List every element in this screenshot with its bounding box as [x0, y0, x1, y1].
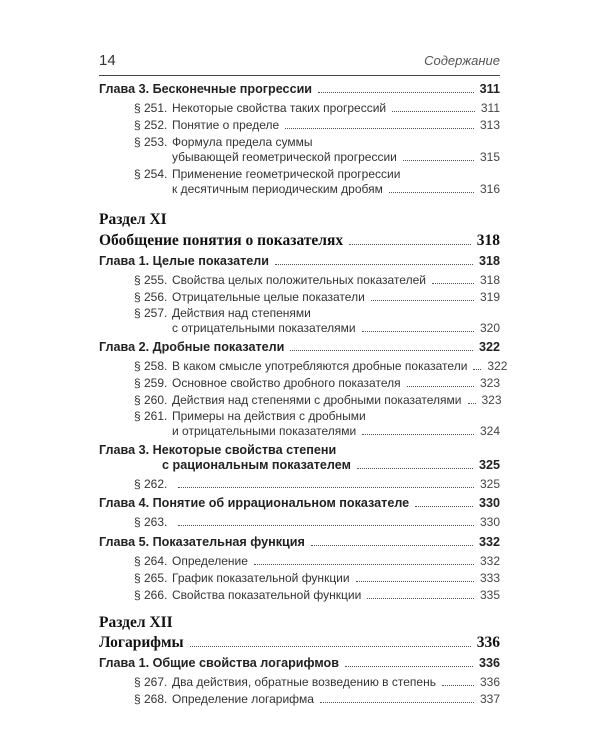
leader-dots: [362, 331, 474, 332]
paragraph-number: § 261.: [134, 409, 168, 423]
toc-chapter[interactable]: [162, 458, 500, 472]
leader-dots: [254, 564, 474, 565]
page-ref: 318: [479, 273, 500, 287]
page-ref: 330: [478, 496, 500, 510]
toc-section[interactable]: [99, 232, 500, 250]
paragraph-title: Действия над степенями: [172, 306, 311, 320]
toc-paragraph[interactable]: [134, 101, 500, 115]
leader-dots: [415, 506, 473, 507]
page-ref: 336: [478, 656, 500, 670]
paragraph-title: Применение геометрической прогрессии: [172, 167, 401, 181]
page-ref: 316: [479, 182, 500, 196]
page-ref: 330: [479, 515, 500, 529]
paragraph-number: § 255.: [134, 273, 168, 287]
page-ref: 333: [479, 571, 500, 585]
toc-paragraph[interactable]: [134, 571, 500, 585]
page-ref: 322: [478, 340, 500, 354]
paragraph-title: Определение логарифма: [172, 692, 314, 706]
leader-dots: [473, 369, 481, 370]
paragraph-number: § 266.: [134, 588, 168, 602]
chapter-title: Глава 1. Общие свойства логарифмов: [99, 656, 339, 670]
paragraph-number: § 257.: [134, 306, 168, 320]
leader-dots: [190, 646, 471, 647]
paragraph-title: Понятие о пределе: [172, 118, 280, 132]
paragraph-title: Два действия, обратные возведению в степень: [172, 675, 436, 689]
page-ref: 311: [480, 101, 500, 115]
paragraph-title: Основное свойство дробного показателя: [172, 376, 401, 390]
chapter-title: Глава 3. Бесконечные прогрессии: [99, 82, 313, 96]
leader-dots: [442, 685, 474, 686]
leader-dots: [349, 244, 471, 245]
leader-dots: [356, 581, 474, 582]
leader-dots: [275, 264, 473, 265]
toc-chapter[interactable]: [99, 535, 500, 549]
paragraph-number: § 267.: [134, 675, 168, 689]
page-ref: 336: [479, 675, 500, 689]
toc-paragraph[interactable]: [134, 359, 508, 373]
leader-dots: [318, 92, 474, 93]
toc-paragraph[interactable]: [172, 150, 500, 164]
leader-dots: [403, 160, 474, 161]
chapter-title: Глава 2. Дробные показатели: [99, 340, 285, 354]
header-rule: [99, 75, 500, 76]
paragraph-title: Примеры на действия с дробными: [172, 409, 366, 423]
leader-dots: [468, 403, 476, 404]
page-ref: 318: [476, 232, 500, 249]
toc-paragraph[interactable]: [134, 588, 500, 602]
page-ref: 323: [481, 393, 502, 407]
paragraph-number: § 259.: [134, 376, 168, 390]
leader-dots: [178, 525, 474, 526]
paragraph-title: Отрицательные целые показатели: [172, 290, 365, 304]
toc-chapter[interactable]: [99, 656, 500, 670]
paragraph-number: § 263.: [134, 515, 168, 529]
toc-paragraph[interactable]: [172, 321, 500, 335]
page-ref: 332: [479, 554, 500, 568]
leader-dots: [311, 545, 473, 546]
section-name: Логарифмы: [99, 634, 184, 651]
chapter-title: Глава 4. Понятие об иррациональном показателе: [99, 496, 410, 510]
chapter-title-cont: с рациональным показателем: [162, 458, 351, 472]
toc-paragraph[interactable]: [172, 182, 500, 196]
section-name: Обобщение понятия о показателях: [99, 232, 344, 249]
paragraph-number: § 268.: [134, 692, 168, 706]
leader-dots: [432, 283, 474, 284]
leader-dots: [362, 434, 474, 435]
paragraph-title: Определение: [172, 554, 248, 568]
paragraph-number: § 253.: [134, 135, 168, 149]
toc-chapter[interactable]: [99, 254, 500, 268]
toc-paragraph[interactable]: [134, 118, 500, 132]
paragraph-number: § 260.: [134, 393, 168, 407]
leader-dots: [407, 386, 474, 387]
paragraph-number: § 265.: [134, 571, 168, 585]
page-ref: 325: [479, 477, 500, 491]
toc-paragraph-first-line[interactable]: [134, 409, 366, 423]
paragraph-title-cont: убывающей геометрической прогрессии: [172, 150, 397, 164]
chapter-title: Глава 1. Целые показатели: [99, 254, 269, 268]
page-ref: 323: [479, 376, 500, 390]
page-ref: 315: [479, 150, 500, 164]
leader-dots: [320, 702, 474, 703]
toc-paragraph[interactable]: [134, 692, 500, 706]
paragraph-title: График показательной функции: [172, 571, 350, 585]
section-title: Раздел XII: [99, 614, 173, 631]
leader-dots: [345, 666, 473, 667]
paragraph-title-cont: к десятичным периодическим дробям: [172, 182, 383, 196]
toc-paragraph[interactable]: [134, 393, 500, 407]
chapter-title: Глава 5. Показательная функция: [99, 535, 305, 549]
page-ref: 318: [478, 254, 500, 268]
toc-chapter-first-line[interactable]: Глава 3. Некоторые свойства степени: [99, 443, 337, 457]
leader-dots: [392, 111, 475, 112]
page-ref: 320: [479, 321, 500, 335]
toc-paragraph-first-line[interactable]: [134, 306, 311, 320]
page-ref: 322: [487, 359, 508, 373]
toc-paragraph[interactable]: [134, 515, 500, 529]
toc-paragraph[interactable]: [172, 424, 500, 438]
toc-paragraph-first-line[interactable]: [134, 135, 312, 149]
paragraph-title: Формула предела суммы: [172, 135, 313, 149]
section-title: Раздел XI: [99, 211, 167, 228]
paragraph-title-cont: с отрицательными показателями: [172, 321, 356, 335]
paragraph-number: § 258.: [134, 359, 168, 373]
paragraph-number: § 256.: [134, 290, 168, 304]
paragraph-number: § 251.: [134, 101, 168, 115]
paragraph-title: Некоторые свойства таких прогрессий: [172, 101, 387, 115]
page-ref: 324: [479, 424, 500, 438]
leader-dots: [290, 350, 473, 351]
leader-dots: [357, 468, 473, 469]
paragraph-number: § 262.: [134, 477, 168, 491]
toc-paragraph-first-line[interactable]: [134, 167, 400, 181]
leader-dots: [367, 598, 474, 599]
page-ref: 325: [478, 458, 500, 472]
toc-paragraph[interactable]: [134, 675, 500, 689]
page-ref: 311: [479, 82, 500, 96]
leader-dots: [371, 300, 474, 301]
toc-paragraph[interactable]: [134, 376, 500, 390]
page-ref: 319: [479, 290, 500, 304]
page-ref: 337: [479, 692, 500, 706]
paragraph-title-cont: и отрицательными показателями: [172, 424, 357, 438]
toc-chapter[interactable]: [99, 340, 500, 354]
leader-dots: [285, 128, 474, 129]
paragraph-title: Свойства показательной функции: [172, 588, 362, 602]
paragraph-title: В каком смысле употребляются дробные показатели: [172, 359, 468, 373]
running-title: Содержание: [424, 53, 500, 68]
toc-section[interactable]: [99, 634, 500, 652]
leader-dots: [178, 487, 474, 488]
leader-dots: [389, 192, 474, 193]
toc-chapter[interactable]: [99, 82, 500, 96]
page-ref: 313: [479, 118, 500, 132]
toc-chapter[interactable]: [99, 496, 500, 510]
page-ref: 335: [479, 588, 500, 602]
paragraph-number: § 254.: [134, 167, 168, 181]
paragraph-title: Свойства целых положительных показателей: [172, 273, 426, 287]
toc-paragraph[interactable]: [134, 290, 500, 304]
toc-paragraph[interactable]: [134, 477, 500, 491]
toc-paragraph[interactable]: [134, 554, 500, 568]
toc-paragraph[interactable]: [134, 273, 500, 287]
paragraph-title: Действия над степенями с дробными показателями: [172, 393, 462, 407]
paragraph-number: § 252.: [134, 118, 168, 132]
paragraph-number: § 264.: [134, 554, 168, 568]
page-number: 14: [99, 52, 116, 69]
running-header: [99, 52, 500, 74]
page-ref: 332: [478, 535, 500, 549]
page-ref: 336: [476, 634, 500, 651]
